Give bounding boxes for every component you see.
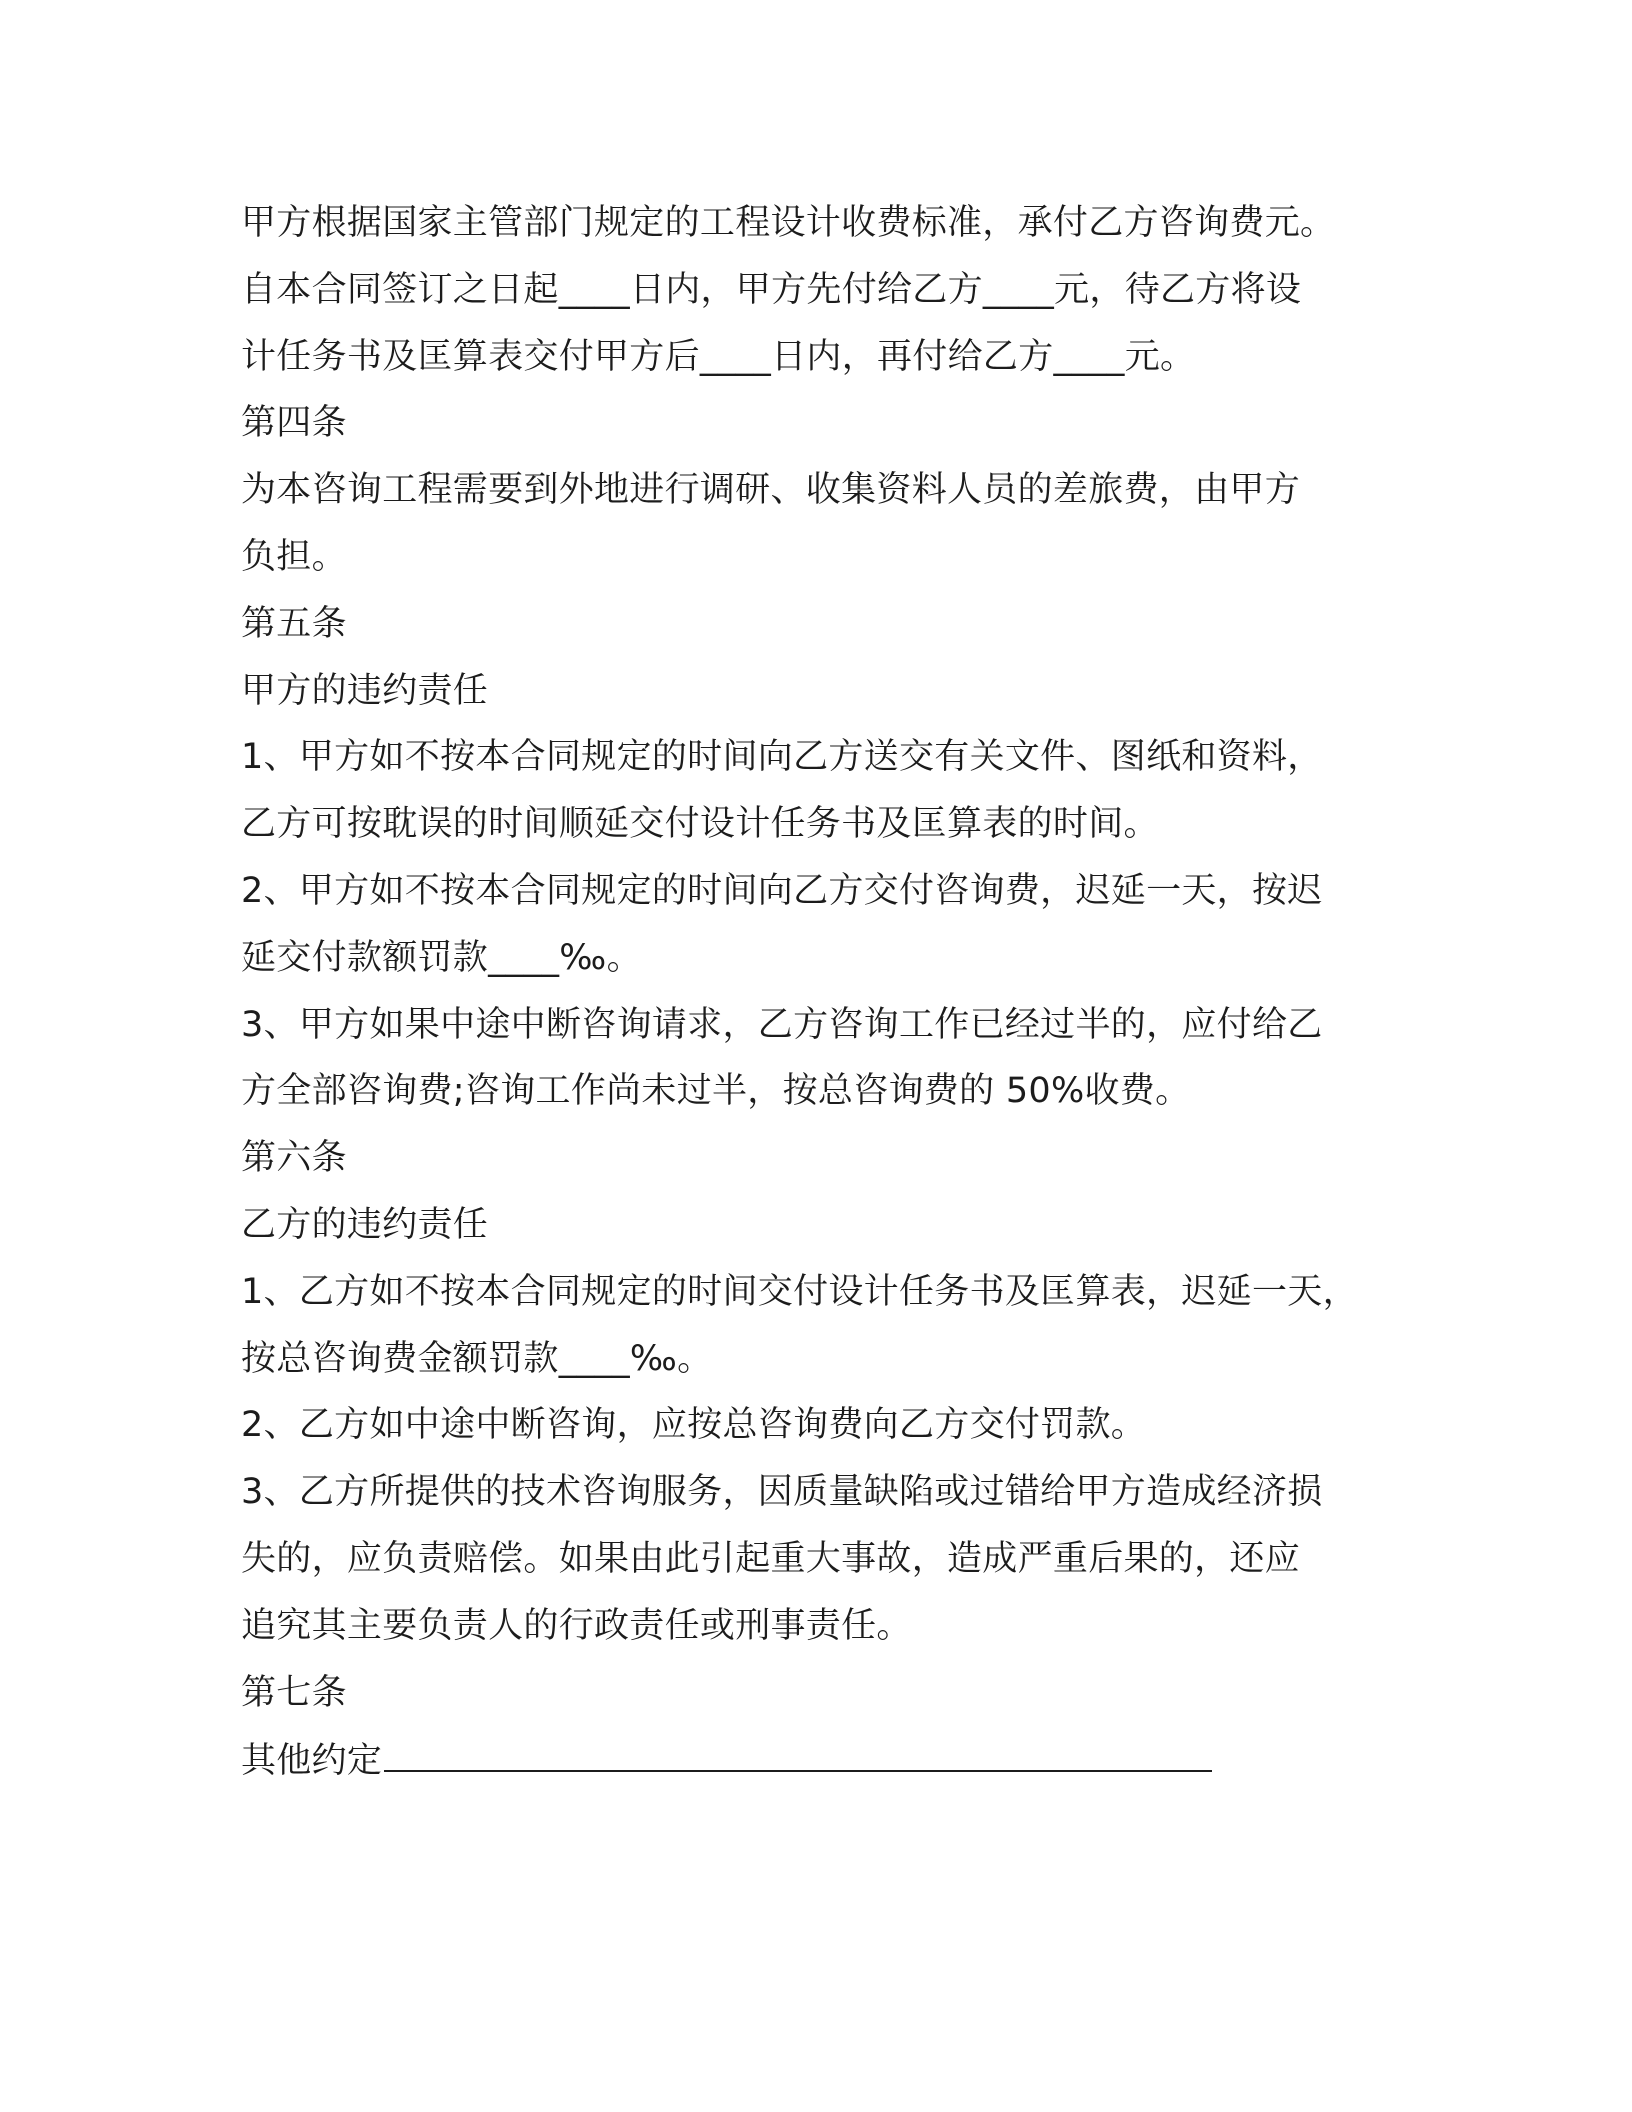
text-line-14: 方全部咨询费;咨询工作尚未过半，按总咨询费的 50%收费。 <box>241 1071 1191 1112</box>
text-line-18: 按总咨询费金额罚款____‰。 <box>241 1338 713 1379</box>
text-line-21: 失的，应负责赔偿。如果由此引起重大事故，造成严重后果的，还应 <box>241 1538 1301 1579</box>
text-line-20: 3、乙方所提供的技术咨询服务，因质量缺陷或过错给甲方造成经济损 <box>241 1472 1323 1513</box>
text-line-9: 1、甲方如不按本合同规定的时间向乙方送交有关文件、图纸和资料， <box>241 737 1323 778</box>
section-title-party-a-liability: 甲方的违约责任 <box>241 670 489 711</box>
article-heading-6: 第六条 <box>241 1138 347 1179</box>
text-line-3: 计任务书及匡算表交付甲方后____日内，再付给乙方____元。 <box>241 336 1196 377</box>
article-heading-4: 第四条 <box>241 403 347 444</box>
text-line-17: 1、乙方如不按本合同规定的时间交付设计任务书及匡算表，迟延一天， <box>241 1271 1358 1312</box>
text-line-5: 为本咨询工程需要到外地进行调研、收集资料人员的差旅费，由甲方 <box>241 470 1301 511</box>
text-line-12: 延交付款额罚款____‰。 <box>241 937 642 978</box>
text-line-10: 乙方可按耽误的时间顺延交付设计任务书及匡算表的时间。 <box>241 804 1159 845</box>
document-page <box>241 190 1421 1793</box>
text-line-2: 自本合同签订之日起____日内，甲方先付给乙方____元，待乙方将设 <box>241 269 1302 310</box>
text-line-22: 追究其主要负责人的行政责任或刑事责任。 <box>241 1605 912 1646</box>
text-line-11: 2、甲方如不按本合同规定的时间向乙方交付咨询费，迟延一天，按迟 <box>241 870 1323 911</box>
section-title-party-b-liability: 乙方的违约责任 <box>241 1204 489 1245</box>
article-heading-5: 第五条 <box>241 603 347 644</box>
text-line-6: 负担。 <box>241 536 347 577</box>
text-line-19: 2、乙方如中途中断咨询，应按总咨询费向乙方交付罚款。 <box>241 1405 1147 1446</box>
text-line-13: 3、甲方如果中途中断咨询请求，乙方咨询工作已经过半的，应付给乙 <box>241 1004 1323 1045</box>
other-agreement-line <box>241 1726 1421 1793</box>
blank-fill-line <box>384 1726 1212 1772</box>
text-line-1: 甲方根据国家主管部门规定的工程设计收费标准，承付乙方咨询费元。 <box>241 203 1336 243</box>
other-agreement-label: 其他约定 <box>241 1741 383 1782</box>
article-heading-7: 第七条 <box>241 1672 347 1713</box>
